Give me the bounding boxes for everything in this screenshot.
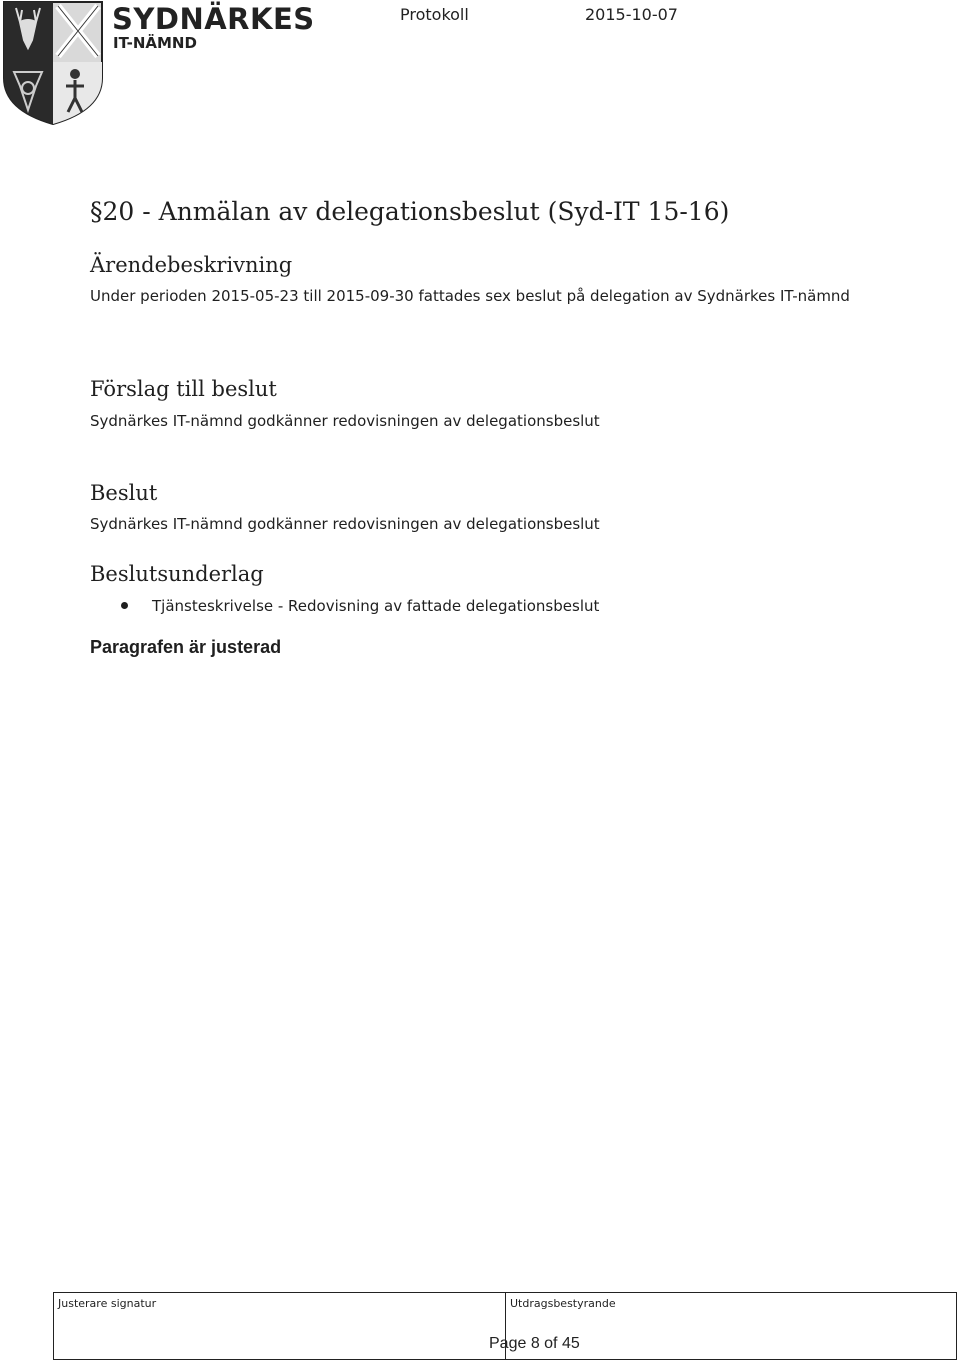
document-type: Protokoll xyxy=(400,5,469,24)
heading-beslut: Beslut xyxy=(90,481,158,505)
paragraph-arendebeskrivning: Under perioden 2015-05-23 till 2015-09-30 fattades sex beslut på delegation av Sydnärkes IT-nämnd xyxy=(90,287,850,305)
justified-note: Paragrafen är justerad xyxy=(90,637,282,657)
bullet-icon xyxy=(121,602,128,609)
signature-label-left: Justerare signatur xyxy=(58,1297,157,1310)
signature-label-right: Utdragsbestyrande xyxy=(510,1297,616,1310)
document-date: 2015-10-07 xyxy=(585,5,678,24)
paragraph-beslut: Sydnärkes IT-nämnd godkänner redovisningen av delegationsbeslut xyxy=(90,515,600,533)
list-item: Tjänsteskrivelse - Redovisning av fattade delegationsbeslut xyxy=(152,597,600,615)
paragraph-forslag-till-beslut: Sydnärkes IT-nämnd godkänner redovisningen av delegationsbeslut xyxy=(90,412,600,430)
org-subtitle: IT-NÄMND xyxy=(113,34,197,52)
heading-beslutsunderlag: Beslutsunderlag xyxy=(90,562,264,586)
heading-forslag-till-beslut: Förslag till beslut xyxy=(90,377,277,401)
section-title: §20 - Anmälan av delegationsbeslut (Syd-IT 15-16) xyxy=(90,197,730,226)
heading-arendebeskrivning: Ärendebeskrivning xyxy=(90,253,293,277)
org-name: SYDNÄRKES xyxy=(112,2,315,36)
page-number: Page 8 of 45 xyxy=(489,1335,580,1352)
coat-of-arms-logo xyxy=(2,0,104,126)
